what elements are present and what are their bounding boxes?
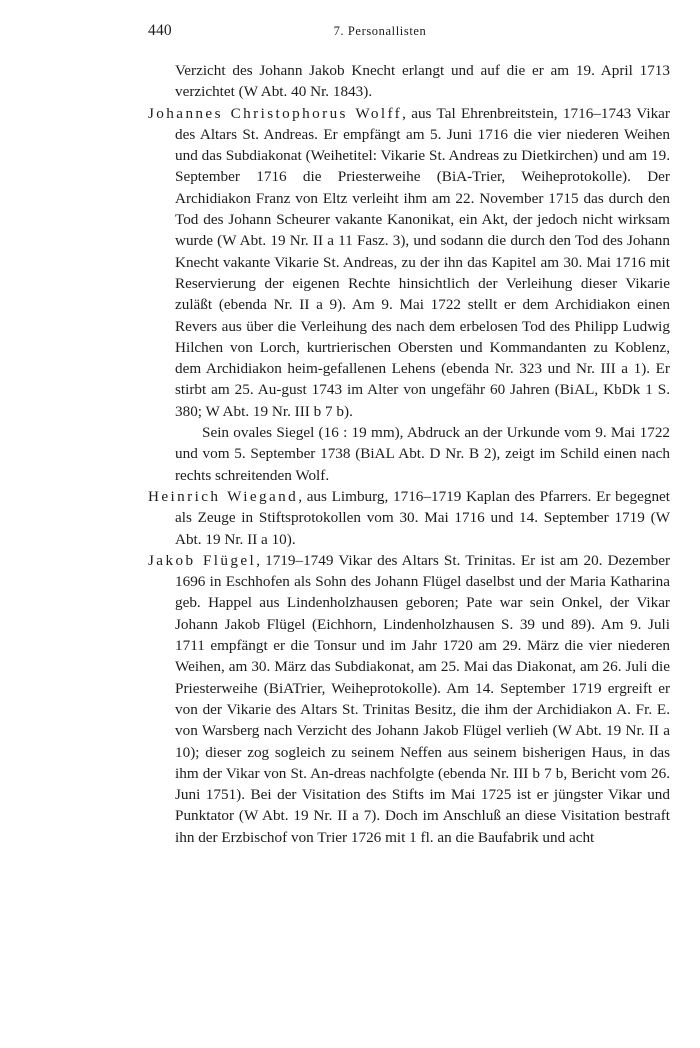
paragraph-seal-description: Sein ovales Siegel (16 : 19 mm), Abdruck an der Urkunde vom 9. Mai 1722 und vom 5. September 1738 (BiAL Abt. D Nr. B 2), zeigt im Schild einen nach rechts schreitenden Wolf. <box>175 424 670 484</box>
page-number: 440 <box>148 22 172 39</box>
entry-wiegand <box>148 486 670 550</box>
entry-fluegel <box>148 550 670 848</box>
text-column <box>148 60 670 848</box>
entry-text: , aus Limburg, 1716–1719 Kaplan des Pfarrers. Er begegnet als Zeuge in Stiftsprotokollen vom 30. Mai 1716 und 14. September 1719 (W Abt. 19 Nr. II a 10). <box>175 487 671 548</box>
entry-name: Heinrich Wiegand <box>148 487 299 505</box>
entry-name: Jakob Flügel <box>148 551 257 569</box>
entry-text: , 1719–1749 Vikar des Altars St. Trinitas. Er ist am 20. Dezember 1696 in Eschhofen als Sohn des Johann Flügel daselbst und der Maria Katharina geb. Happel aus Lindenholzhausen geboren; Pate war sein Onkel, der Vikar Johann Jakob Flügel (Eichhorn, Lindenholzhausen S. 39 und 89). Am 9. Juli 1711 empfängt er die Tonsur und im Jahr 1720 am 29. März die vier niederen Weihen, am 30. März das Subdiakonat, am 25. Mai das Diakonat, am 26. Juli die Priesterweihe (BiATrier, Weiheprotokolle). Am 14. September 1719 ergreift er von der Vikarie des Altars St. Trinitas Besitz, die ihm der Archidiakon A. Fr. E. von Warsberg nach Verzicht des Johann Jakob Flügel verlieh (W Abt. 19 Nr. II a 10); dieser zog sogleich zu seinem Neffen aus seinem bisherigen Haus, in das ihm der Vikar von St. An-dreas nachfolgte (ebenda Nr. III b 7 b, Bericht vom 26. Juni 1751). Bei der Visitation des Stifts im Mai 1725 ist er jüngster Vikar und Punktator (W Abt. 19 Nr. II a 7). Doch im Anschluß an diese Visitation bestraft ihn der Erzbischof von Trier 1726 mit 1 fl. an die Baufabrik und acht <box>175 551 670 846</box>
running-head: 7. Personallisten <box>333 24 427 38</box>
entry-text: , aus Tal Ehrenbreitstein, 1716–1743 Vikar des Altars St. Andreas. Er empfängt am 5. Juni 1716 die vier niederen Weihen und das Subdiakonat (Weihetitel: Vikarie St. Andreas zu Dietkirchen) und am 19. September 1716 die Priesterweihe (BiA-Trier, Weiheprotokolle). Der Archidiakon Franz von Eltz verleiht ihm am 22. November 1715 das durch den Tod des Johann Scheurer vakante Kanonikat, ein Akt, der jedoch nicht wirksam wurde (W Abt. 19 Nr. II a 11 Fasz. 3), und sodann die durch den Tod des Johann Knecht vakante Vikarie St. Andreas, zu der ihn das Kapitel am 30. Mai 1716 mit Reservierung der eigenen Rechte hinsichtlich der Verleihung dieser Vikarie zuläßt (ebenda Nr. II a 9). Am 9. Mai 1722 stellt er dem Archidiakon einen Revers aus über die Verleihung des nach dem erbelosen Tod des Philipp Ludwig Hilchen von Lorch, kurtrierischen Obersten und Kommandanten zu Koblenz, dem Archidiakon heim-gefallenen Lehens (ebenda Nr. 323 und Nr. III a 1). Er stirbt am 25. Au-gust 1743 im Alter von ungefähr 60 Jahren (BiAL, KbDk 1 S. 380; W Abt. 19 Nr. III b 7 b). <box>175 104 670 420</box>
entry-name: Johannes Christophorus Wolff <box>148 104 403 122</box>
paragraph-continuation: Verzicht des Johann Jakob Knecht erlangt und auf die er am 19. April 1713 verzichtet (W Abt. 40 Nr. 1843). <box>175 62 670 101</box>
entry-wolff <box>148 103 670 422</box>
